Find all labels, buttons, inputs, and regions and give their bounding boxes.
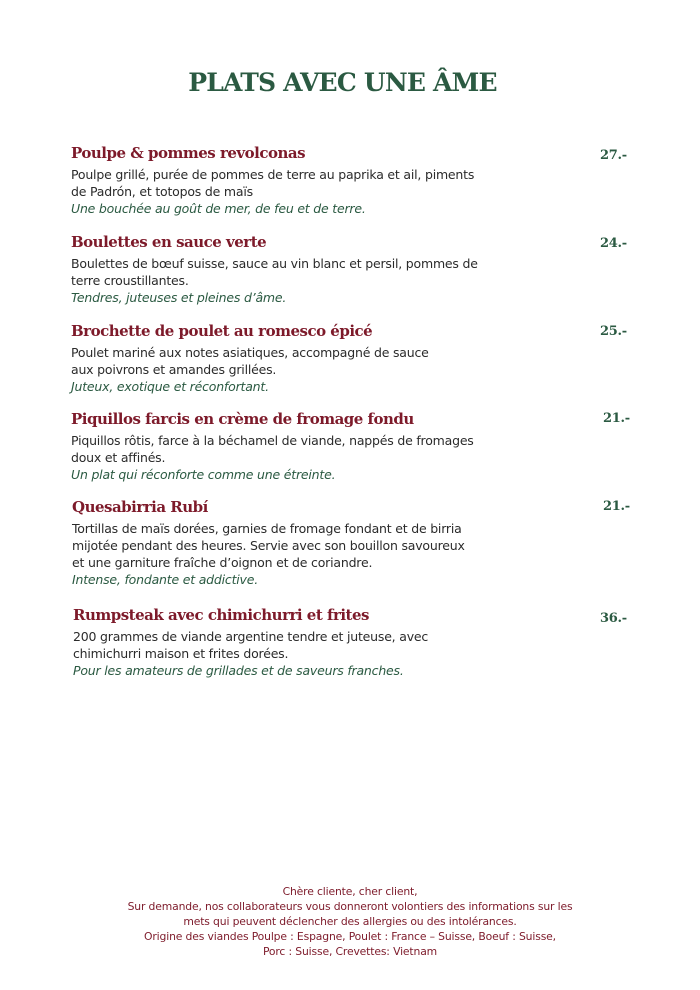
dish-price: 24.- — [600, 236, 627, 251]
dish-description: Poulpe grillé, purée de pommes de terre au paprika et ail, piments de Padrón, et totopos de maïs — [71, 167, 475, 199]
dish-name: Rumpsteak avec chimichurri et frites — [73, 606, 369, 624]
dish-price: 21.- — [603, 499, 630, 514]
dish-tagline: Intense, fondante et addictive. — [72, 572, 258, 587]
dish-name: Piquillos farcis en crème de fromage fondu — [71, 410, 414, 428]
footer-line: Chère cliente, cher client, — [282, 885, 418, 898]
menu-item — [73, 605, 633, 679]
footer-line: Porc : Suisse, Crevettes: Vietnam — [262, 945, 438, 958]
dish-name: Brochette de poulet au romesco épicé — [71, 322, 373, 340]
dish-description: Tortillas de maïs dorées, garnies de fromage fondant et de birria mijotée pendant des heures. Servie avec son bouillon savoureux et une garniture fraîche d’oignon et de coriandre. — [72, 521, 465, 570]
dish-tagline: Juteux, exotique et réconfortant. — [71, 379, 269, 394]
dish-description: 200 grammes de viande argentine tendre et juteuse, avec chimichurri maison et frites dorées. — [73, 629, 429, 661]
footer-line: Sur demande, nos collaborateurs vous donneront volontiers des informations sur les — [127, 900, 573, 913]
dish-tagline: Un plat qui réconforte comme une étreinte. — [71, 467, 336, 482]
dish-description: Poulet mariné aux notes asiatiques, accompagné de sauce aux poivrons et amandes grillées. — [71, 345, 429, 377]
menu-item — [71, 321, 631, 395]
dish-price: 21.- — [603, 411, 630, 426]
menu-item — [71, 143, 631, 217]
menu-item — [71, 232, 631, 306]
footer-line: mets qui peuvent déclencher des allergies ou des intolérances. — [183, 915, 517, 928]
menu-item — [72, 497, 632, 588]
dish-price: 25.- — [600, 324, 627, 339]
dish-description: Piquillos rôtis, farce à la béchamel de viande, nappés de fromages doux et affinés. — [71, 433, 474, 465]
dish-description: Boulettes de bœuf suisse, sauce au vin blanc et persil, pommes de terre croustillantes. — [71, 256, 478, 288]
page-title: PLATS AVEC UNE ÂME — [188, 68, 497, 97]
dish-tagline: Une bouchée au goût de mer, de feu et de terre. — [71, 201, 366, 216]
dish-price: 36.- — [600, 611, 627, 626]
dish-tagline: Tendres, juteuses et pleines d’âme. — [71, 290, 287, 305]
dish-price: 27.- — [600, 148, 627, 163]
dish-tagline: Pour les amateurs de grillades et de saveurs franches. — [73, 663, 404, 678]
footer-line: Origine des viandes Poulpe : Espagne, Poulet : France – Suisse, Boeuf : Suisse, — [144, 930, 556, 943]
allergen-notice — [80, 884, 620, 959]
dish-name: Boulettes en sauce verte — [71, 233, 267, 251]
dish-name: Poulpe & pommes revolconas — [71, 144, 306, 162]
menu-item — [71, 409, 631, 483]
dish-name: Quesabirria Rubí — [72, 498, 208, 516]
